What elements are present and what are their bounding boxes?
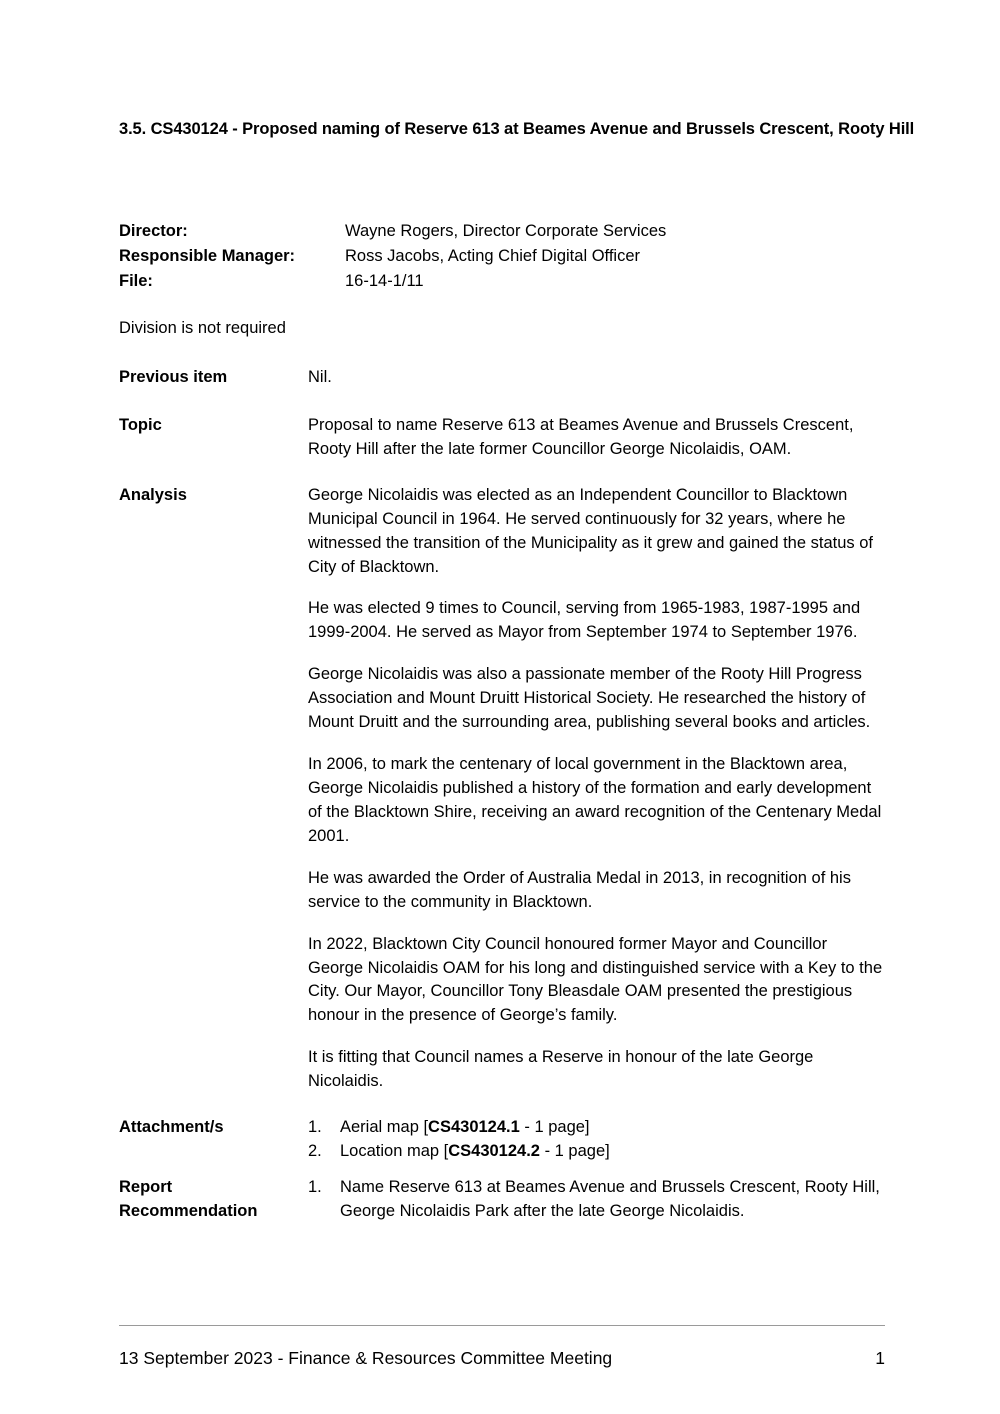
spacer-analysis bbox=[119, 1094, 885, 1116]
section-content-report-recommendation bbox=[308, 1176, 885, 1224]
metadata-value-responsible-manager: Ross Jacobs, Acting Chief Digital Officer bbox=[345, 247, 640, 266]
attachment-suffix: - 1 page] bbox=[539, 1142, 610, 1161]
footer-page-number: 1 bbox=[875, 1348, 885, 1368]
section-attachments bbox=[119, 1116, 885, 1164]
report-recommendation-label-line2: Recommendation bbox=[119, 1201, 258, 1220]
metadata-block bbox=[119, 219, 881, 294]
division-note: Division is not required bbox=[119, 319, 286, 337]
attachment-code: CS430124.1 bbox=[428, 1118, 520, 1137]
list-item bbox=[308, 1116, 885, 1140]
metadata-label-responsible-manager: Responsible Manager: bbox=[119, 247, 296, 266]
attachment-suffix: - 1 page] bbox=[519, 1118, 590, 1137]
spacer-topic bbox=[119, 462, 885, 484]
metadata-value-director: Wayne Rogers, Director Corporate Services bbox=[345, 222, 667, 240]
spacer-attachments bbox=[119, 1164, 885, 1176]
recommendation-list bbox=[308, 1176, 885, 1224]
section-content-attachments bbox=[308, 1116, 885, 1164]
section-label-previous-item: Previous item bbox=[119, 368, 228, 386]
list-item bbox=[308, 1140, 885, 1164]
metadata-row-responsible-manager bbox=[119, 244, 881, 269]
footer-meeting-title: 13 September 2023 - Finance & Resources Committee Meeting bbox=[119, 1348, 613, 1368]
topic-value: Proposal to name Reserve 613 at Beames Avenue and Brussels Crescent, Rooty Hill after the late former Councillor George Nicolaidis, OAM. bbox=[308, 415, 854, 458]
analysis-paragraph: In 2006, to mark the centenary of local government in the Blacktown area, George Nicolaidis published a history of the formation and early development of the Blacktown Shire, receiving an award recognition of the Centenary Medal 2001. bbox=[308, 755, 882, 845]
metadata-label-file: File: bbox=[119, 272, 153, 291]
list-marker: 1. bbox=[308, 1118, 322, 1137]
previous-item-value: Nil. bbox=[308, 368, 332, 386]
analysis-paragraph: He was awarded the Order of Australia Medal in 2013, in recognition of his service to the community in Blacktown. bbox=[308, 868, 851, 911]
list-marker: 1. bbox=[308, 1177, 322, 1196]
page-title: 3.5. CS430124 - Proposed naming of Reserve 613 at Beames Avenue and Brussels Crescent, Rooty Hill bbox=[119, 120, 915, 138]
metadata-row-file bbox=[119, 269, 881, 294]
document-body bbox=[119, 366, 885, 1224]
analysis-paragraph: In 2022, Blacktown City Council honoured former Mayor and Councillor George Nicolaidis OAM for his long and distinguished service with a Key to the City. Our Mayor, Councillor Tony Bleasdale OAM presented the prestigious honour in the presence of George’s family. bbox=[308, 934, 883, 1025]
attachment-prefix: Aerial map [ bbox=[340, 1118, 429, 1137]
analysis-paragraph: George Nicolaidis was also a passionate member of the Rooty Hill Progress Association and Mount Druitt Historical Society. He researched the history of Mount Druitt and the surrounding area, publishing several books and articles. bbox=[308, 665, 871, 732]
section-content-analysis bbox=[308, 484, 885, 1094]
page-footer bbox=[119, 1348, 885, 1369]
analysis-paragraph: It is fitting that Council names a Reserve in honour of the late George Nicolaidis. bbox=[308, 1048, 814, 1091]
section-previous-item bbox=[119, 366, 885, 390]
section-label-analysis: Analysis bbox=[119, 485, 187, 504]
attachment-prefix: Location map [ bbox=[340, 1142, 449, 1161]
section-content-topic bbox=[308, 414, 885, 462]
attachment-list bbox=[308, 1116, 885, 1164]
metadata-label-director: Director: bbox=[119, 222, 188, 240]
report-recommendation-label-line1: Report bbox=[119, 1177, 173, 1196]
analysis-paragraph: He was elected 9 times to Council, serving from 1965-1983, 1987-1995 and 1999-2004. He served as Mayor from September 1974 to September 1976. bbox=[308, 599, 861, 642]
section-report-recommendation bbox=[119, 1176, 885, 1224]
section-content-previous-item bbox=[308, 366, 885, 390]
attachment-code: CS430124.2 bbox=[448, 1142, 540, 1161]
section-label-topic: Topic bbox=[119, 415, 162, 434]
spacer-previous-item bbox=[119, 390, 885, 414]
footer-divider bbox=[119, 1325, 885, 1326]
section-label-report-recommendation bbox=[119, 1176, 308, 1224]
metadata-row-director bbox=[119, 219, 881, 244]
recommendation-text: Name Reserve 613 at Beames Avenue and Brussels Crescent, Rooty Hill, George Nicolaidis Park after the late George Nicolaidis. bbox=[340, 1177, 880, 1220]
list-marker: 2. bbox=[308, 1142, 322, 1161]
analysis-paragraph: George Nicolaidis was elected as an Independent Councillor to Blacktown Municipal Council in 1964. He served continuously for 32 years, where he witnessed the transition of the Municipality as it grew and gained the status of City of Blacktown. bbox=[308, 485, 873, 576]
section-analysis bbox=[119, 484, 885, 1094]
section-topic bbox=[119, 414, 885, 462]
metadata-value-file: 16-14-1/11 bbox=[345, 272, 424, 291]
list-item bbox=[308, 1176, 885, 1224]
section-label-attachments: Attachment/s bbox=[119, 1118, 224, 1137]
